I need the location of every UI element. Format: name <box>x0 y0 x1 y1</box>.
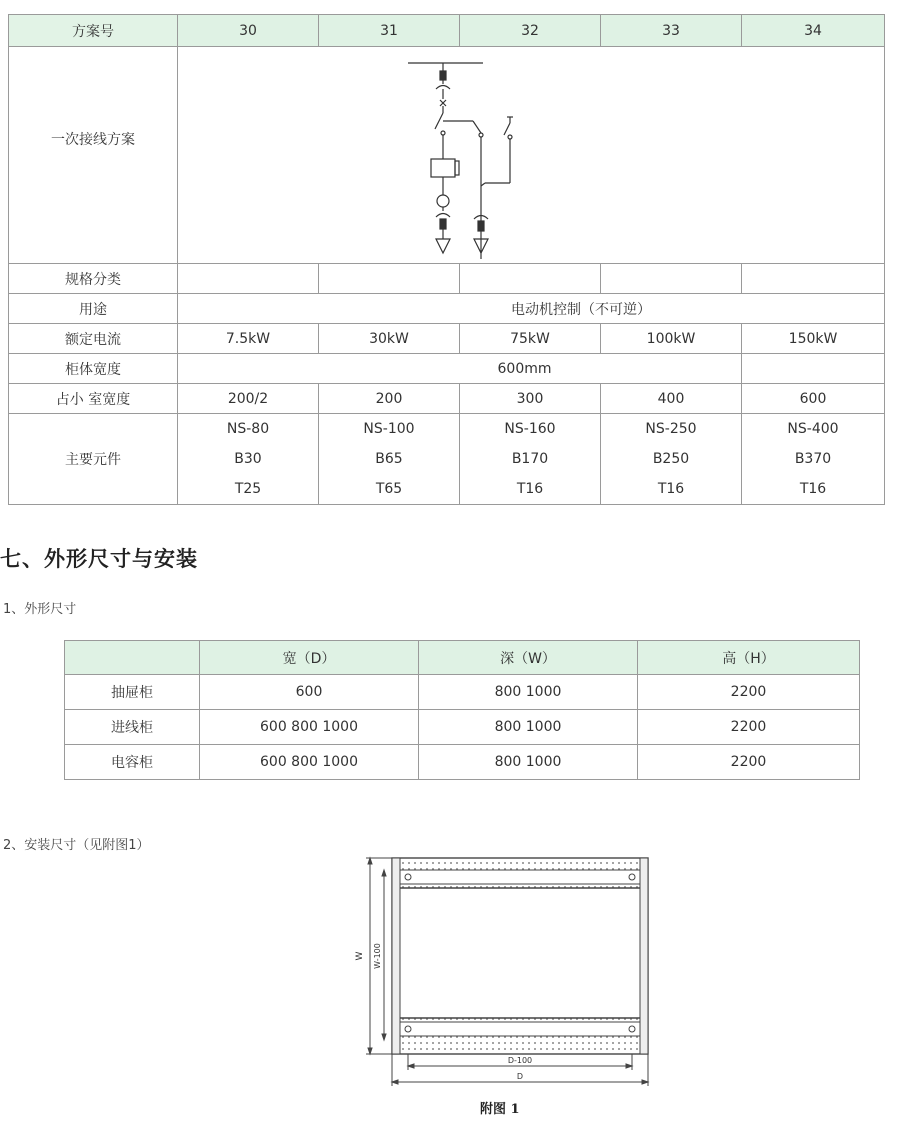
compartment-width-row <box>9 384 885 414</box>
component-item: T16 <box>516 481 544 497</box>
cabinet-width-label: 柜体宽度 <box>9 354 178 384</box>
compartment-width-cell: 300 <box>460 384 601 414</box>
dimension-cell: 600 800 1000 <box>200 710 419 745</box>
usage-row <box>9 294 885 324</box>
spec-cell <box>742 264 885 294</box>
rated-current-cell: 100kW <box>601 324 742 354</box>
wiring-diagram-cell <box>178 47 885 264</box>
spec-cell <box>319 264 460 294</box>
components-cell <box>178 414 319 505</box>
component-item: T16 <box>657 481 685 497</box>
label-d100: D-100 <box>507 1056 533 1065</box>
wiring-row <box>9 47 885 264</box>
rated-current-cell: 75kW <box>460 324 601 354</box>
component-item: T16 <box>799 481 827 497</box>
dimension-cell: 电容柜 <box>65 745 200 780</box>
component-item: NS-250 <box>645 421 697 437</box>
spec-cell <box>601 264 742 294</box>
spec-cell <box>178 264 319 294</box>
scheme-no-cell: 31 <box>319 15 460 47</box>
components-cell <box>319 414 460 505</box>
wiring-diagram <box>403 51 523 261</box>
subheading-installation: 2、安装尺寸（见附图1） <box>3 838 150 853</box>
component-item: T65 <box>375 481 403 497</box>
components-cell <box>601 414 742 505</box>
label-d: D <box>516 1072 524 1081</box>
usage-label: 用途 <box>9 294 178 324</box>
compartment-width-cell: 400 <box>601 384 742 414</box>
component-item: B370 <box>794 451 832 467</box>
section-title: 七、外形尺寸与安装 <box>0 547 198 571</box>
dimension-header-cell: 深（W） <box>419 641 638 675</box>
compartment-width-label: 占小 室宽度 <box>9 384 178 414</box>
compartment-width-cell: 200 <box>319 384 460 414</box>
rated-current-row <box>9 324 885 354</box>
scheme-header-row <box>9 15 885 47</box>
figure-caption: 附图 1 <box>480 1102 520 1117</box>
components-label: 主要元件 <box>9 414 178 505</box>
scheme-no-cell: 32 <box>460 15 601 47</box>
installation-drawing <box>340 848 665 1098</box>
component-item: NS-400 <box>787 421 839 437</box>
dimension-cell: 进线柜 <box>65 710 200 745</box>
compartment-width-cell: 200/2 <box>178 384 319 414</box>
component-item: NS-100 <box>363 421 415 437</box>
component-item: B30 <box>234 451 262 467</box>
scheme-table <box>8 14 885 505</box>
table-row <box>65 745 860 780</box>
dimension-header-cell: 宽（D） <box>200 641 419 675</box>
dimension-header-cell: 高（H） <box>638 641 860 675</box>
dimension-cell: 2200 <box>638 710 860 745</box>
dimension-header-cell <box>65 641 200 675</box>
components-cell <box>742 414 885 505</box>
label-w100: W-100 <box>373 943 382 969</box>
rated-current-cell: 7.5kW <box>178 324 319 354</box>
compartment-width-cell: 600 <box>742 384 885 414</box>
dimension-cell: 2200 <box>638 745 860 780</box>
rated-current-cell: 30kW <box>319 324 460 354</box>
component-item: B250 <box>652 451 690 467</box>
dimension-cell: 800 1000 <box>419 675 638 710</box>
scheme-no-cell: 34 <box>742 15 885 47</box>
component-item: B170 <box>511 451 549 467</box>
cabinet-width-value: 600mm <box>178 354 742 384</box>
scheme-no-cell: 30 <box>178 15 319 47</box>
spec-label: 规格分类 <box>9 264 178 294</box>
subheading-dimensions: 1、外形尺寸 <box>3 602 77 617</box>
label-w: W <box>355 951 365 961</box>
table-row <box>65 675 860 710</box>
components-row <box>9 414 885 505</box>
component-item: T25 <box>234 481 262 497</box>
scheme-no-label: 方案号 <box>9 15 178 47</box>
dimension-cell: 800 1000 <box>419 710 638 745</box>
dimension-cell: 800 1000 <box>419 745 638 780</box>
usage-value: 电动机控制（不可逆） <box>178 294 885 324</box>
dimension-table <box>64 640 860 780</box>
component-item: NS-160 <box>504 421 556 437</box>
rated-current-label: 额定电流 <box>9 324 178 354</box>
scheme-no-cell: 33 <box>601 15 742 47</box>
wiring-label: 一次接线方案 <box>9 47 178 264</box>
dimension-header-row <box>65 641 860 675</box>
components-cell <box>460 414 601 505</box>
rated-current-cell: 150kW <box>742 324 885 354</box>
table-row <box>65 710 860 745</box>
cabinet-width-row <box>9 354 885 384</box>
dimension-cell: 600 <box>200 675 419 710</box>
spec-row <box>9 264 885 294</box>
cabinet-width-empty <box>742 354 885 384</box>
dimension-cell: 600 800 1000 <box>200 745 419 780</box>
dimension-cell: 抽屉柜 <box>65 675 200 710</box>
spec-cell <box>460 264 601 294</box>
dimension-cell: 2200 <box>638 675 860 710</box>
component-item: NS-80 <box>226 421 270 437</box>
component-item: B65 <box>375 451 403 467</box>
